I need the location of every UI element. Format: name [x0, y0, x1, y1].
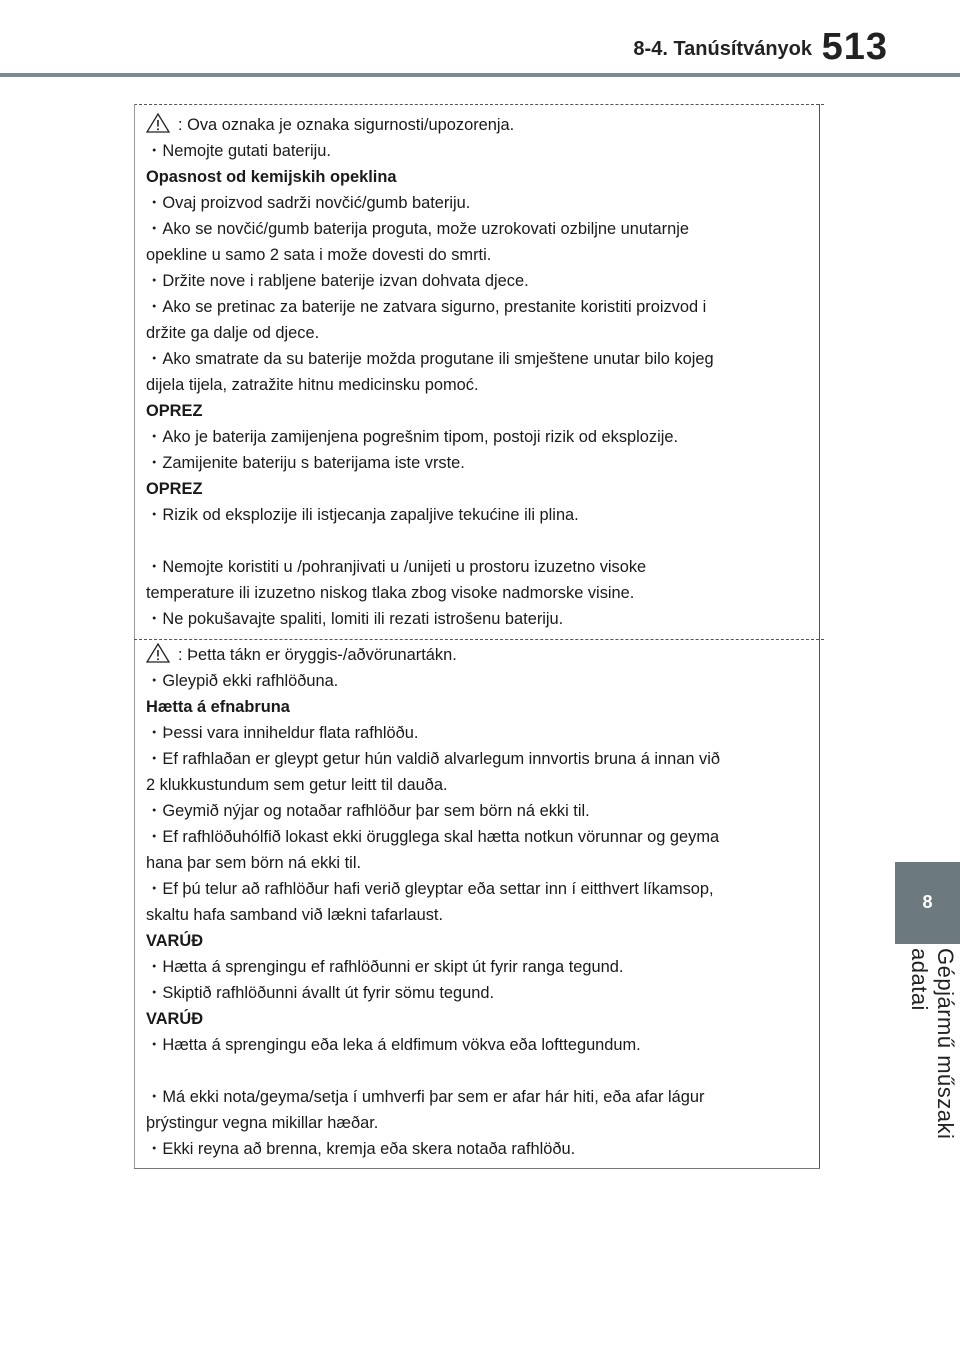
- text-line: ・Rizik od eksplozije ili istjecanja zapaljive tekućine ili plina.: [146, 506, 579, 524]
- text-line: ・Gleypið ekki rafhlöðuna.: [146, 672, 339, 690]
- text-line: ・Zamijenite bateriju s baterijama iste vrste.: [146, 454, 465, 472]
- frame-right-border: [819, 104, 820, 1168]
- text-line: opekline u samo 2 sata i može dovesti do smrti.: [146, 246, 492, 264]
- text-line: ・Ako smatrate da su baterije možda progutane ili smještene unutar bilo kojeg: [146, 350, 714, 368]
- text-line: ・Ef rafhlaðan er gleypt getur hún valdið alvarlegum innvortis bruna á innan við: [146, 750, 721, 768]
- text-line: ・Hætta á sprengingu ef rafhlöðunni er skipt út fyrir ranga tegund.: [146, 958, 624, 976]
- text-line: ・Ovaj proizvod sadrži novčić/gumb bateriju.: [146, 194, 471, 212]
- text-line: ・Ef þú telur að rafhlöður hafi verið gleyptar eða settar inn í eitthvert líkamsop,: [146, 880, 714, 898]
- chapter-label: Gépjármű műszaki adatai: [907, 948, 958, 1140]
- header-rule: [0, 73, 960, 77]
- text-line: ・Držite nove i rabljene baterije izvan dohvata djece.: [146, 272, 529, 290]
- heading-line: VARÚÐ: [146, 1010, 204, 1028]
- heading-line: Hætta á efnabruna: [146, 698, 290, 716]
- text-line: temperature ili izuzetno niskog tlaka zbog visoke nadmorske visine.: [146, 584, 635, 602]
- icelandic-warning-block: [146, 642, 806, 1162]
- section-divider: [134, 639, 824, 640]
- warning-symbol-line: [146, 112, 806, 138]
- text-line: ・Ako se pretinac za baterije ne zatvara sigurno, prestanite koristiti proizvod i: [146, 298, 707, 316]
- text-line: ・Má ekki nota/geyma/setja í umhverfi þar sem er afar hár hiti, eða afar lágur: [146, 1088, 705, 1106]
- text-line: : Þetta tákn er öryggis-/aðvörunartákn.: [178, 646, 457, 664]
- page-number: 513: [821, 26, 888, 68]
- text-line: dijela tijela, zatražite hitnu medicinsku pomoć.: [146, 376, 479, 394]
- text-line: skaltu hafa samband við lækni tafarlaust.: [146, 906, 444, 924]
- text-line: þrýstingur vegna mikillar hæðar.: [146, 1114, 379, 1132]
- text-line: : Ova oznaka je oznaka sigurnosti/upozorenja.: [178, 116, 515, 134]
- heading-line: OPREZ: [146, 480, 203, 498]
- heading-line: OPREZ: [146, 402, 203, 420]
- frame-bottom-border: [134, 1168, 820, 1169]
- text-line: držite ga dalje od djece.: [146, 324, 320, 342]
- frame-top-border: [134, 104, 824, 105]
- text-line: ・Ef rafhlöðuhólfið lokast ekki örugglega skal hætta notkun vörunnar og geyma: [146, 828, 720, 846]
- blank-line: [146, 1058, 806, 1084]
- text-line: ・Nemojte gutati bateriju.: [146, 142, 331, 160]
- warning-symbol-line: [146, 642, 806, 668]
- frame-left-border: [134, 104, 135, 1168]
- text-line: ・Ne pokušavajte spaliti, lomiti ili rezati istrošenu bateriju.: [146, 610, 564, 628]
- text-line: hana þar sem börn ná ekki til.: [146, 854, 362, 872]
- blank-line: [146, 528, 806, 554]
- warning-triangle-icon: [146, 113, 170, 133]
- section-title: 8-4. Tanúsítványok: [633, 38, 812, 60]
- croatian-warning-block: [146, 112, 806, 632]
- text-line: 2 klukkustundum sem getur leitt til dauða.: [146, 776, 448, 794]
- text-line: ・Nemojte koristiti u /pohranjivati u /unijeti u prostoru izuzetno visoke: [146, 558, 647, 576]
- heading-line: VARÚÐ: [146, 932, 204, 950]
- text-line: ・Þessi vara inniheldur flata rafhlöðu.: [146, 724, 419, 742]
- page-header: [0, 0, 960, 80]
- text-line: ・Ekki reyna að brenna, kremja eða skera notaða rafhlöðu.: [146, 1140, 576, 1158]
- text-line: ・Ako se novčić/gumb baterija proguta, može uzrokovati ozbiljne unutarnje: [146, 220, 690, 238]
- warning-triangle-icon: [146, 643, 170, 663]
- chapter-tab: [895, 862, 960, 944]
- text-line: ・Hætta á sprengingu eða leka á eldfimum vökva eða lofttegundum.: [146, 1036, 641, 1054]
- text-line: ・Geymið nýjar og notaðar rafhlöður þar sem börn ná ekki til.: [146, 802, 590, 820]
- chapter-number: 8: [922, 892, 933, 912]
- text-line: ・Skiptið rafhlöðunni ávallt út fyrir sömu tegund.: [146, 984, 495, 1002]
- heading-line: Opasnost od kemijskih opeklina: [146, 168, 397, 186]
- text-line: ・Ako je baterija zamijenjena pogrešnim tipom, postoji rizik od eksplozije.: [146, 428, 679, 446]
